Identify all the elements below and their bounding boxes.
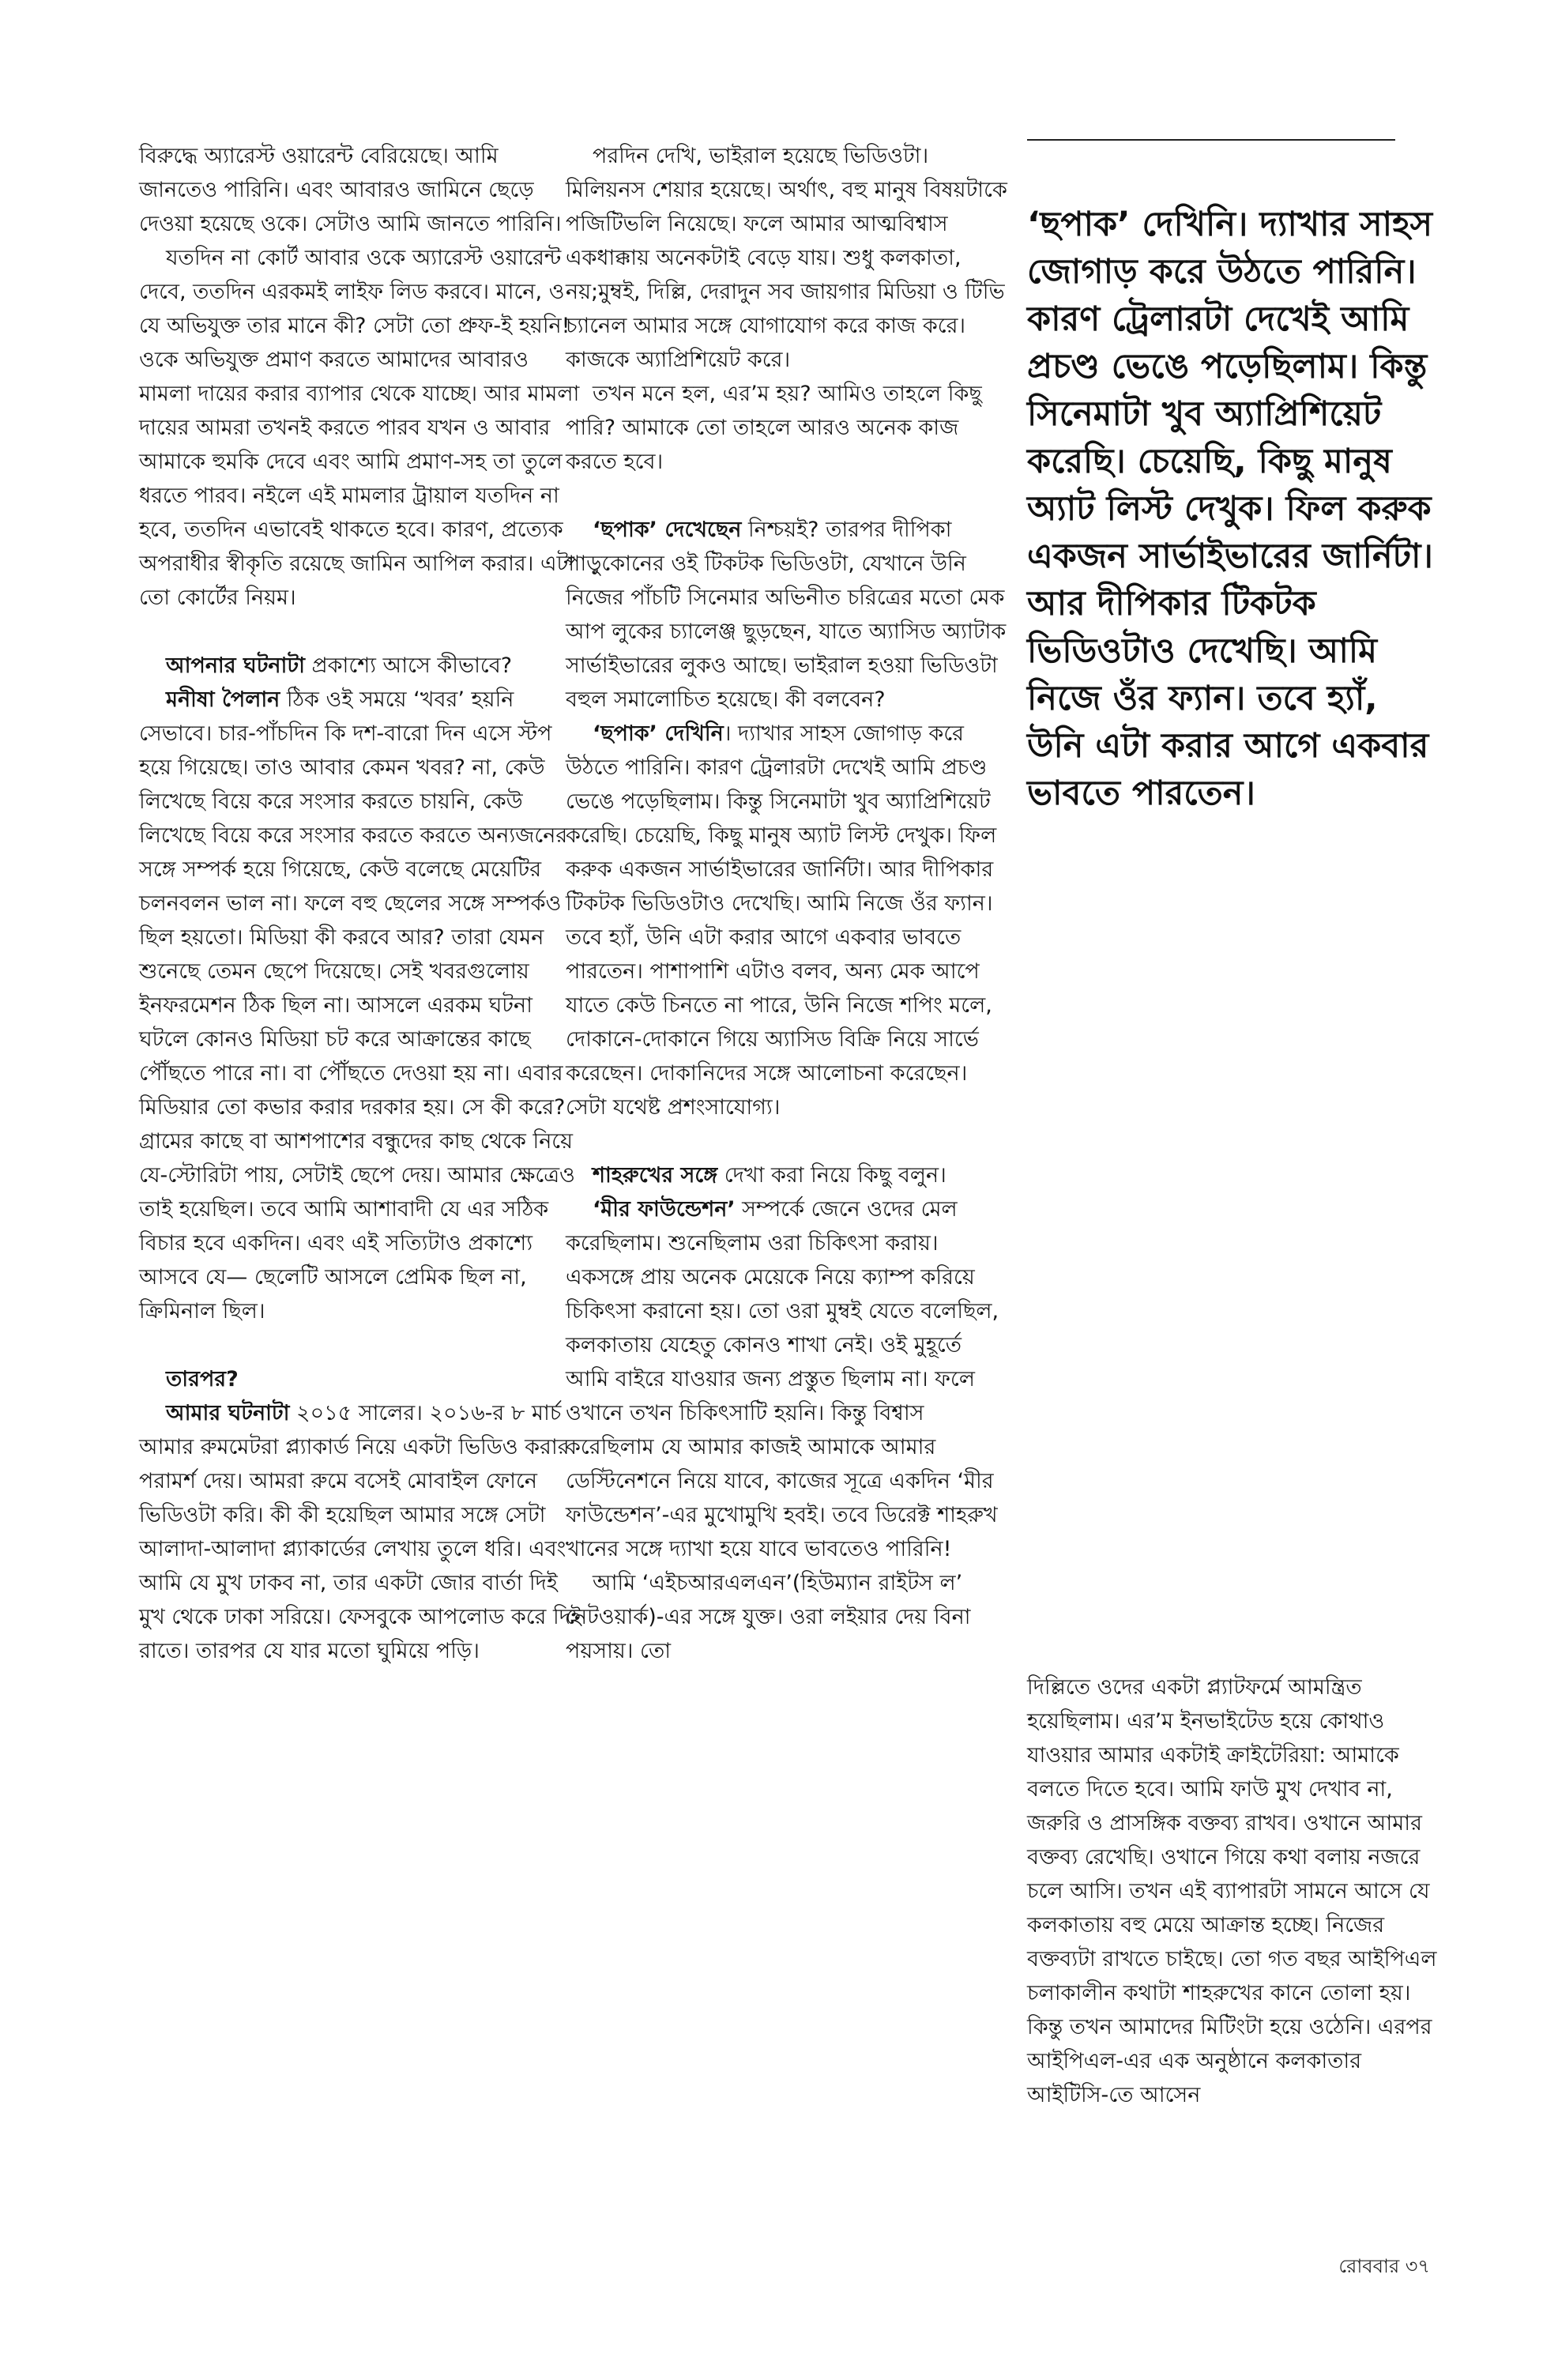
question [139, 1362, 581, 1396]
question-lead: ‘ছপাক’ দেখেছেন [593, 518, 742, 542]
answer-lead: ‘মীর ফাউন্ডেশন’ [593, 1197, 736, 1222]
paragraph: দিল্লিতে ওদের একটা প্ল্যাটফর্মে আমন্ত্রিত হয়েছিলাম। এর’ম ইনভাইটেড হয়ে কোথাও যাওয়ার আমার একটাই ক্রাইটেরিয়া: আমাকে বলতে দিতে হবে। আমি ফাউ মুখ দেখাব না, জরুরি ও প্রাসঙ্গিক বক্তব্য রাখব। ওখানে আমার বক্তব্য রেখেছি। ওখানে গিয়ে কথা বলায় নজরে চলে আসি। তখন এই ব্যাপারটা সামনে আসে যে কলকাতায় বহু মেয়ে আক্রান্ত হচ্ছে। নিজের বক্তব্যটা রাখতে চাইছে। তো গত বছর আইপিএল চলাকালীন কথাটা শাহরুখের কানে তোলা হয়। কিন্তু তখন আমাদের মিটিংটা হয়ে ওঠেনি। এরপর আইপিএল-এর এক অনুষ্ঠানে কলকাতার আইটিসি-তে আসেন [1027, 1675, 1437, 2107]
answer [139, 683, 581, 1328]
answer-text: ২০১৫ সালের। ২০১৬-র ৮ মার্চ আমার রুমমেটরা প্ল্যাকার্ড নিয়ে একটা ভিডিও করার পরামর্শ দেয়। আমরা রুমে বসেই মোবাইল ফোনে ভিডিওটা করি। কী কী হয়েছিল আমার সঙ্গে সেটা আলাদা-আলাদা প্ল্যাকার্ডের লেখায় তুলে ধরি। এবং আমি যে মুখ ঢাকব না, তার একটা জোর বার্তা দিই মুখ থেকে ঢাকা সরিয়ে। ফেসবুকে আপলোড করে দিই রাতে। তারপর যে যার মতো ঘুমিয়ে পড়ি। [139, 1401, 581, 1663]
pullquote: ‘ছপাক’ দেখিনি। দ্যাখার সাহস জোগাড় করে উঠতে পারিনি। কারণ ট্রেলারটা দেখেই আমি প্রচণ্ড ভেঙে পড়েছিলাম। কিন্তু সিনেমাটা খুব অ্যাপ্রিশিয়েট করেছি। চেয়েছি, কিছু মানুষ অ্যাট লিস্ট দেখুক। ফিল করুক একজন সার্ভাইভারের জার্নিটা। আর দীপিকার টিকটক ভিডিওটাও দেখেছি। আমি নিজে ওঁর ফ্যান। তবে হ্যাঁ, উনি এটা করার আগে একবার ভাবতে পারতেন। [1027, 205, 1433, 813]
question-text: দেখা করা নিয়ে কিছু বলুন। [717, 1163, 946, 1188]
question-lead: তারপর? [166, 1367, 239, 1391]
question-lead: শাহরুখের সঙ্গে [593, 1163, 718, 1188]
paragraph: যতদিন না কোর্ট আবার ওকে অ্যারেস্ট ওয়ারেন্ট দেবে, ততদিন এরকমই লাইফ লিড করবে। মানে, ও যে অভিযুক্ত তার মানে কী? সেটা তো প্রুফ-ই হয়নি! ওকে অভিযুক্ত প্রমাণ করতে আমাদের আবারও মামলা দায়ের করার ব্যাপার থেকে যাচ্ছে। আর মামলা দায়ের আমরা তখনই করতে পারব যখন ও আবার আমাকে হুমকি দেবে এবং আমি প্রমাণ-সহ তা তুলে ধরতে পারব। নইলে এই মামলার ট্রায়াল যতদিন না হবে, ততদিন এভাবেই থাকতে হবে। কারণ, প্রত্যেক অপরাধীর স্বীকৃতি রয়েছে জামিন আপিল করার। এটা তো কোর্টের নিয়ম। [139, 246, 580, 610]
answer-text: । দ্যাখার সাহস জোগাড় করে উঠতে পারিনি। কারণ ট্রেলারটা দেখেই আমি প্রচণ্ড ভেঙে পড়েছিলাম। কিন্তু সিনেমাটা খুব অ্যাপ্রিশিয়েট করেছি। চেয়েছি, কিছু মানুষ অ্যাট লিস্ট দেখুক। ফিল করুক একজন সার্ভাইভারের জার্নিটা। আর দীপিকার টিকটক ভিডিওটাও দেখেছি। আমি নিজে ওঁর ফ্যান। তবে হ্যাঁ, উনি এটা করার আগে একবার ভাবতে পারতেন। পাশাপাশি এটাও বলব, অন্য মেক আপে যাতে কেউ চিনতে না পারে, উনি নিজে শপিং মলে, দোকানে-দোকানে গিয়ে অ্যাসিড বিক্রি নিয়ে সার্ভে করেছেন। দোকানিদের সঙ্গে আলোচনা করেছেন। সেটা যথেষ্ট প্রশংসাযোগ্য। [566, 721, 997, 1120]
question [139, 649, 581, 683]
answer-lead: আমার ঘটনাটা [166, 1401, 290, 1425]
paragraph: পরদিন দেখি, ভাইরাল হয়েছে ভিডিওটা। মিলিয়নস শেয়ার হয়েছে। অর্থাৎ, বহু মানুষ বিষয়টাকে পজিটিভলি নিয়েছে। ফলে আমার আত্মবিশ্বাস একধাক্কায় অনেকটাই বেড়ে যায়। শুধু কলকাতা, নয়;মুম্বই, দিল্লি, দেরাদুন সব জায়গার মিডিয়া ও টিভি চ্যানেল আমার সঙ্গে যোগাযোগ করে কাজ করে। কাজকে অ্যাপ্রিশিয়েট করে। [566, 144, 1007, 372]
answer-lead: মনীষা পৈলান [166, 687, 280, 712]
answer-text: সম্পর্কে জেনে ওদের মেল করেছিলাম। শুনেছিলাম ওরা চিকিৎসা করায়। একসঙ্গে প্রায় অনেক মেয়েকে নিয়ে ক্যাম্প করিয়ে চিকিৎসা করানো হয়। তো ওরা মুম্বই যেতে বলেছিল, কলকাতায় যেহেতু কোনও শাখা নেই। ওই মুহূর্তে আমি বাইরে যাওয়ার জন্য প্রস্তুত ছিলাম না। ফলে ওখানে তখন চিকিৎসাটি হয়নি। কিন্তু বিশ্বাস করেছিলাম যে আমার কাজই আমাকে আমার ডেস্টিনেশনে নিয়ে যাবে, কাজের সূত্রে একদিন ‘মীর ফাউন্ডেশন’-এর মুখোমুখি হবই। তবে ডিরেক্ট শাহরুখ খানের সঙ্গে দ্যাখা হয়ে যাবে ভাবতেও পারিনি! [566, 1197, 999, 1561]
question [566, 1158, 1008, 1192]
pullquote-rule [1027, 139, 1395, 141]
answer [139, 1396, 581, 1668]
answer-lead: ‘ছপাক’ দেখিনি [593, 721, 724, 746]
answer-text: ঠিক ওই সময়ে ‘খবর’ হয়নি সেভাবে। চার-পাঁচদিন কি দশ-বারো দিন এসে স্টপ হয়ে গিয়েছে। তাও আবার কেমন খবর? না, কেউ লিখেছে বিয়ে করে সংসার করতে চায়নি, কেউ লিখেছে বিয়ে করে সংসার করতে করতে অন্যজনের সঙ্গে সম্পর্ক হয়ে গিয়েছে, কেউ বলেছে মেয়েটির চলনবলন ভাল না। ফলে বহু ছেলের সঙ্গে সম্পর্কও ছিল হয়তো। মিডিয়া কী করবে আর? তারা যেমন শুনেছে তেমন ছেপে দিয়েছে। সেই খবরগুলোয় ইনফরমেশন ঠিক ছিল না। আসলে এরকম ঘটনা ঘটলে কোনও মিডিয়া চট করে আক্রান্তের কাছে পৌঁছতে পারে না। বা পৌঁছতে দেওয়া হয় না। এবার মিডিয়ার তো কভার করার দরকার হয়। সে কী করে? গ্রামের কাছে বা আশপাশের বন্ধুদের কাছ থেকে নিয়ে যে-স্টোরিটা পায়, সেটাই ছেপে দেয়। আমার ক্ষেত্রেও তাই হয়েছিল। তবে আমি আশাবাদী যে এর সঠিক বিচার হবে একদিন। এবং এই সত্যিটাও প্রকাশ্যে আসবে যে— ছেলেটি আসলে প্রেমিক ছিল না, ক্রিমিনাল ছিল। [139, 687, 575, 1324]
question-text: প্রকাশ্যে আসে কীভাবে? [304, 653, 513, 678]
column-middle [566, 139, 1008, 1668]
paragraph: তখন মনে হল, এর’ম হয়? আমিও তাহলে কিছু পারি? আমাকে তো তাহলে আরও অনেক কাজ করতে হবে। [566, 382, 982, 474]
paragraph: আমি ‘এইচআরএলএন’(হিউম্যান রাইটস ল’ নেটওয়ার্ক)-এর সঙ্গে যুক্ত। ওরা লইয়ার দেয় বিনা পয়সায়। তো [566, 1571, 971, 1663]
page-folio: রোববার ৩৭ [1338, 2255, 1430, 2277]
question-text: নিশ্চয়ই? তারপর দীপিকা পাড়ুকোনের ওই টিকটক ভিডিওটা, যেখানে উনি নিজের পাঁচটি সিনেমার অভিনীত চরিত্রের মতো মেক আপ লুকের চ্যালেঞ্জ ছুড়ছেন, যাতে অ্যাসিড অ্যাটাক সার্ভাইভারের লুকও আছে। ভাইরাল হওয়া ভিডিওটা বহুল সমালোচিত হয়েছে। কী বলবেন? [566, 518, 1007, 712]
column-right [1027, 1670, 1438, 2112]
column-left [139, 139, 581, 1668]
paragraph: বিরুদ্ধে অ্যারেস্ট ওয়ারেন্ট বেরিয়েছে। আমি জানতেও পারিনি। এবং আবারও জামিনে ছেড়ে দেওয়া হয়েছে ওকে। সেটাও আমি জানতে পারিনি। [139, 144, 562, 236]
answer [566, 717, 1008, 1124]
question [566, 513, 1008, 717]
answer [566, 1192, 1008, 1566]
question-lead: আপনার ঘটনাটা [166, 653, 305, 678]
